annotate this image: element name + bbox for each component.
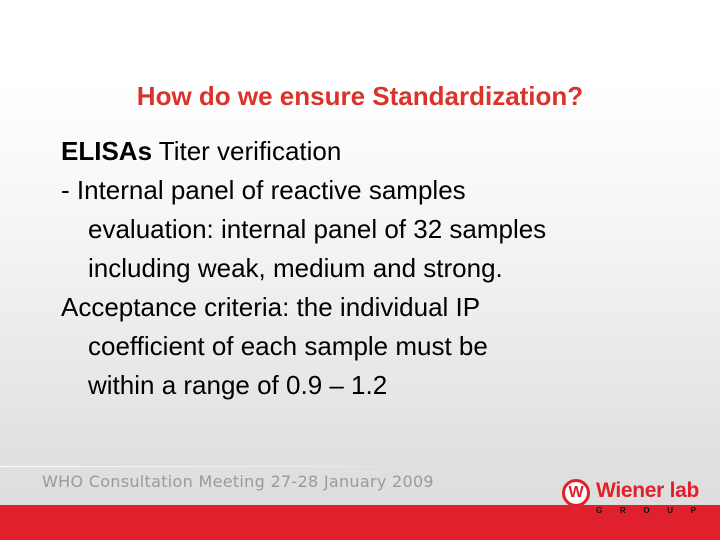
logo-group-letter: O [643, 506, 650, 515]
elisas-term: ELISAs [61, 136, 153, 166]
footer-divider [0, 466, 470, 467]
logo-group-letter: G [596, 506, 603, 515]
body-line-5: Acceptance criteria: the individual IP [61, 292, 481, 322]
logo-group-letter: P [690, 506, 696, 515]
footer-text: WHO Consultation Meeting 27-28 January 2009 [42, 472, 434, 491]
wiener-lab-logo [558, 474, 702, 522]
logo-mark: W [568, 484, 584, 501]
body-line-4: including weak, medium and strong. [88, 253, 503, 283]
slide-title: How do we ensure Standardization? [136, 81, 584, 111]
logo-group-letter: R [619, 506, 626, 515]
body-line-6: coefficient of each sample must be [88, 331, 488, 361]
body-line-2: - Internal panel of reactive samples [61, 175, 466, 205]
logo-group-label [596, 506, 696, 516]
titer-verification-text: Titer verification [152, 136, 342, 166]
body-line-3: evaluation: internal panel of 32 samples [88, 214, 547, 244]
logo-name: Wiener lab [596, 479, 700, 502]
wiener-lab-w-icon [562, 479, 590, 507]
slide-body [61, 132, 701, 405]
body-line-7: within a range of 0.9 – 1.2 [88, 370, 388, 400]
body-line-1 [61, 132, 701, 171]
logo-group-letter: U [667, 506, 673, 515]
